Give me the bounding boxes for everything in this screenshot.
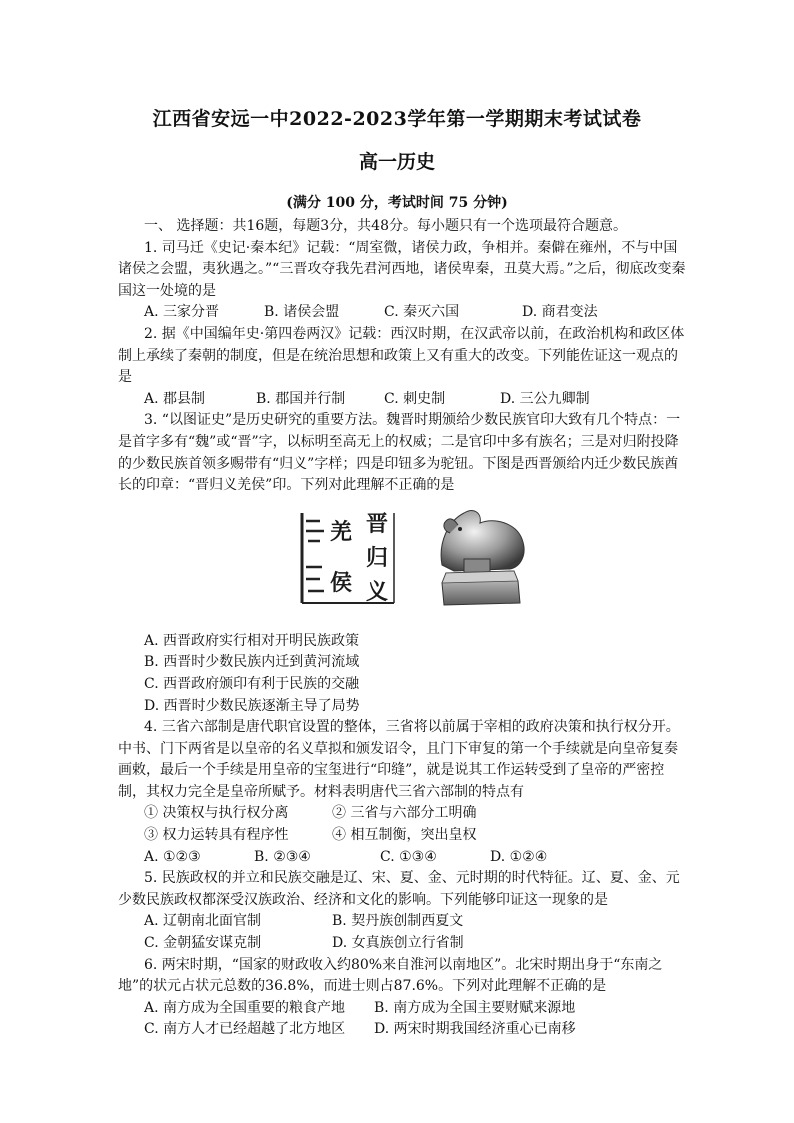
question-3-figures — [118, 503, 688, 623]
option-a: A. 三家分晋 — [144, 304, 220, 321]
seal-object-photo — [424, 503, 536, 611]
statement-4: ④ 相互制衡，突出皇权 — [332, 827, 477, 844]
option-a: A. 辽朝南北面官制 — [144, 913, 262, 930]
option-d: D. ①②④ — [490, 848, 548, 865]
option-b: B. 郡国并行制 — [256, 390, 346, 407]
question-5-stem: 5. 民族政权的并立和民族交融是辽、宋、夏、金、元时期的时代特征。辽、夏、金、元少数民族政权都深受汉族政治、经济和文化的影响。下列能够印证这一现象的是 — [118, 870, 680, 908]
seal-column-right: 晋 归 义 — [365, 510, 388, 605]
statement-1: ① 决策权与执行权分离 — [144, 805, 289, 822]
camel-knob-seal-icon — [424, 503, 536, 611]
option-c: C. ①③④ — [380, 848, 437, 865]
exam-content — [118, 216, 688, 1041]
question-5-options-row-1 — [118, 911, 688, 933]
option-a: A. 南方成为全国重要的粮食产地 — [144, 999, 346, 1016]
question-3-option-b: B. 西晋时少数民族内迁到黄河流域 — [144, 654, 360, 671]
question-4-options — [118, 847, 688, 869]
option-d: D. 两宋时期我国经济重心已南移 — [374, 1021, 576, 1038]
option-b: B. 诸侯会盟 — [264, 304, 340, 321]
option-d: D. 商君变法 — [522, 304, 598, 321]
question-2-stem: 2. 据《中国编年史·第四卷两汉》记载：西汉时期，在汉武帝以前，在政治机构和政区体制上承续了秦朝的制度，但是在统治思想和政策上又有重大的改变。下列能佐证这一观点的是 — [118, 325, 685, 386]
option-a: A. 郡县制 — [144, 390, 206, 407]
question-4-statements-row-1 — [118, 803, 688, 825]
exam-meta: (满分 100 分，考试时间 75 分钟) — [286, 195, 508, 211]
option-c: C. 南方人才已经超越了北方地区 — [144, 1021, 346, 1038]
option-c: C. 刺史制 — [384, 390, 446, 407]
statement-2: ② 三省与六部分工明确 — [332, 805, 477, 822]
question-6-options-row-1 — [118, 998, 688, 1020]
section-intro: 一、 选择题：共16题，每题3分，共48分。每小题只有一个选项最符合题意。 — [144, 218, 627, 234]
question-3-stem: 3. “以图证史”是历史研究的重要方法。魏晋时期颁给少数民族官印大致有几个特点：一是首字多有“魏”或“晋”字，以标明至高无上的权威；二是官印中多有族名；三是对归附投降的少数民族首领多赐带有“归义”字样；四是印钮多为驼钮。下图是西晋颁给内迁少数民族酋长的印章：“晋归义羌侯”印。下列对此理解不正确的是 — [118, 412, 681, 494]
question-4-statements-row-2 — [118, 825, 688, 847]
question-2-options — [118, 389, 688, 411]
question-3-option-a: A. 西晋政府实行相对开明民族政策 — [144, 632, 360, 649]
option-a: A. ①②③ — [144, 848, 201, 865]
exam-subject: 高一历史 — [358, 151, 435, 173]
seal-column-middle: 羌 侯 — [329, 519, 352, 597]
option-b: B. ②③④ — [254, 848, 311, 865]
question-5-options-row-2 — [118, 933, 688, 955]
seal-frame — [298, 507, 398, 609]
option-b: B. 契丹族创制西夏文 — [332, 913, 464, 930]
option-d: D. 三公九卿制 — [500, 390, 590, 407]
question-3-option-c: C. 西晋政府颁印有利于民族的交融 — [144, 675, 360, 692]
exam-title: 江西省安远一中2022-2023学年第一学期期末考试试卷 — [152, 108, 642, 130]
option-b: B. 南方成为全国主要财赋来源地 — [374, 999, 576, 1016]
statement-3: ③ 权力运转具有程序性 — [144, 827, 289, 844]
seal-impression-image — [298, 507, 398, 609]
option-c: C. 金朝猛安谋克制 — [144, 935, 262, 952]
option-c: C. 秦灭六国 — [384, 304, 460, 321]
question-6-options-row-2 — [118, 1019, 688, 1041]
question-6-stem: 6. 两宋时期，“国家的财政收入约80%来自淮河以南地区”。北宋时期出身于“东南之地”的状元占状元总数的36.8%，而进士则占87.6%。下列对此理解不正确的是 — [118, 956, 663, 995]
question-4-stem: 4. 三省六部制是唐代职官设置的整体，三省将以前属于宰相的政府决策和执行权分开。中书、门下两省是以皇帝的名义草拟和颁发诏令，且门下审复的第一个手续就是向皇帝复奏画敕，最后一个手续是用皇帝的宝玺进行“印缝”，就是说其工作运转受到了皇帝的严密控制，其权力完全是皇帝所赋予。材料表明唐代三省六部制的特点有 — [118, 719, 680, 800]
question-1-options — [118, 302, 688, 324]
question-3-option-d: D. 西晋时少数民族逐渐主导了局势 — [144, 697, 360, 714]
question-1-stem: 1. 司马迁《史记·秦本纪》记载：“周室微，诸侯力政，争相并。秦僻在雍州，不与中国诸侯之会盟，夷狄遇之。”“三晋攻夺我先君河西地，诸侯卑秦，丑莫大焉。”之后，彻底改变秦国这一处境的是 — [118, 239, 686, 299]
option-d: D. 女真族创立行省制 — [332, 935, 464, 952]
